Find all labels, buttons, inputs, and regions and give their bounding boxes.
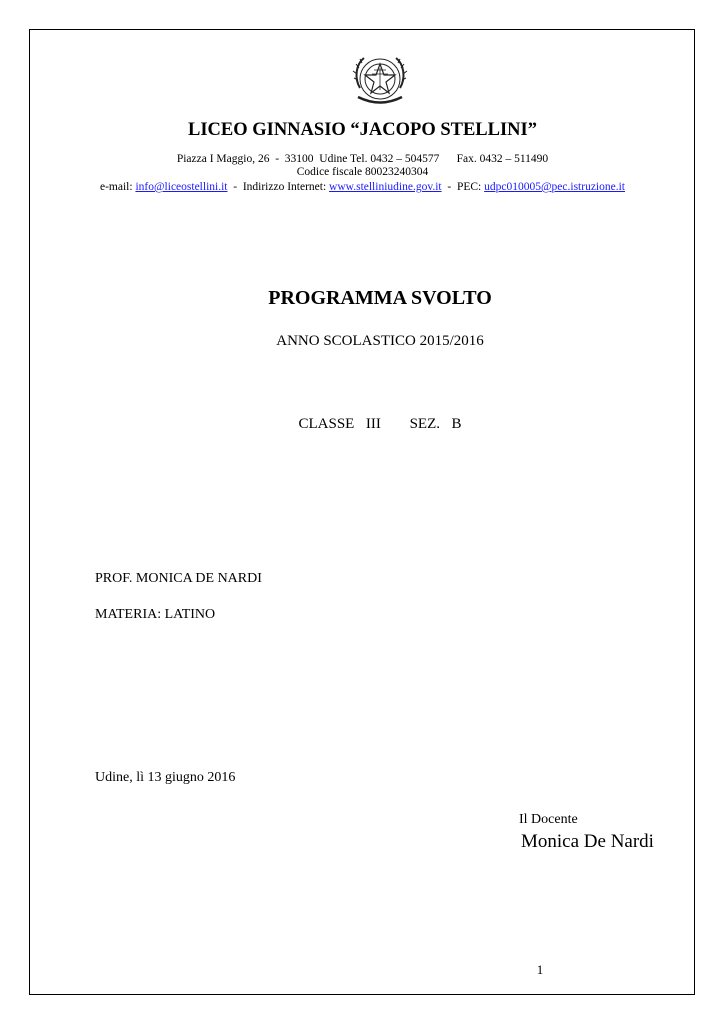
pec-link[interactable]: udpc010005@pec.istruzione.it — [484, 181, 626, 193]
school-address: Piazza I Maggio, 26 - 33100 Udine Tel. 0432 – 504577 Fax. 0432 – 511490 — [176, 153, 549, 165]
page-number: 1 — [536, 962, 544, 977]
separator: - — [233, 181, 238, 193]
italian-republic-emblem-icon — [350, 50, 410, 112]
school-name: LICEO GINNASIO “JACOPO STELLINI” — [187, 120, 537, 140]
contact-line — [0, 181, 725, 193]
email-link[interactable]: info@liceostellini.it — [135, 181, 228, 193]
date-line: Udine, lì 13 giugno 2016 — [95, 770, 236, 785]
pec-label: PEC: — [456, 181, 482, 193]
email-label: e-mail: — [99, 181, 133, 193]
website-link[interactable]: www.stelliniudine.gov.it — [329, 181, 442, 193]
signature-name: Monica De Nardi — [521, 831, 654, 852]
teacher-name: PROF. MONICA DE NARDI — [95, 571, 262, 586]
separator: - — [447, 181, 452, 193]
class-section: CLASSE III SEZ. B — [298, 416, 462, 432]
document-title: PROGRAMMA SVOLTO — [268, 287, 492, 309]
school-year: ANNO SCOLASTICO 2015/2016 — [276, 333, 484, 349]
website-label: Indirizzo Internet: — [242, 181, 327, 193]
subject: MATERIA: LATINO — [95, 607, 216, 622]
fiscal-code: Codice fiscale 80023240304 — [296, 166, 429, 178]
signature-label: Il Docente — [519, 812, 578, 827]
